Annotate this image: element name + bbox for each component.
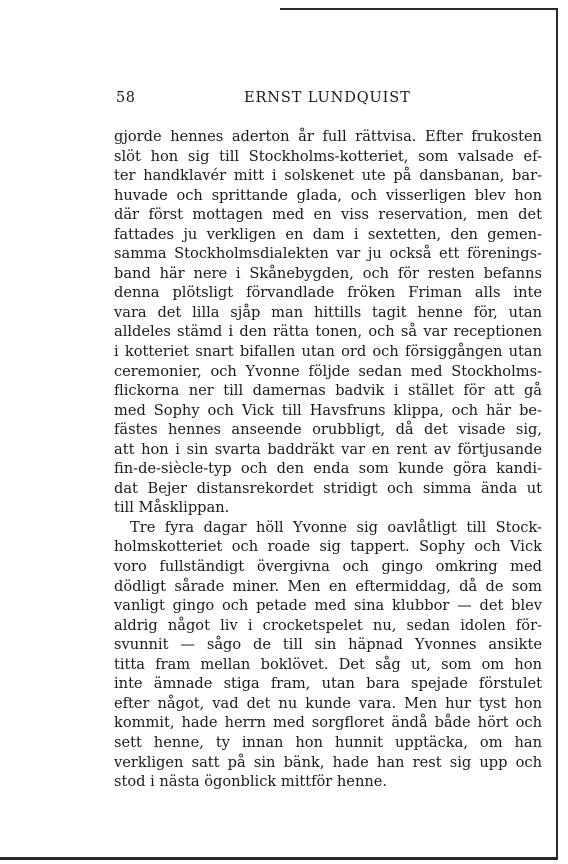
running-head: ERNST LUNDQUIST [244, 90, 411, 106]
text-line: ceremonier, och Yvonne följde sedan med Stockholms- [114, 362, 542, 380]
body-text [114, 127, 542, 792]
page-edge-right [556, 10, 558, 858]
text-line: verkligen satt på sin bänk, hade han rest sig upp och [114, 753, 542, 771]
text-line: vara det lilla sjåp man hittills tagit henne för, utan [114, 303, 542, 321]
text-line: titta fram mellan boklövet. Det såg ut, som om hon [114, 655, 542, 673]
text-line: band här nere i Skånebygden, och för resten befanns [114, 264, 542, 282]
text-line: denna plötsligt förvandlade fröken Friman alls inte [114, 284, 542, 302]
page-number: 58 [116, 90, 136, 106]
text-line: dödligt sårade miner. Men en eftermiddag, då de som [114, 577, 542, 595]
text-line: Tre fyra dagar höll Yvonne sig oavlåtligt till Stock- [130, 518, 542, 536]
text-line: kommit, hade herrn med sorgfloret ändå både hört och [114, 714, 542, 732]
text-line: gjorde hennes aderton år full rättvisa. Efter frukosten [114, 128, 542, 145]
paragraph-1 [114, 127, 542, 518]
text-line: där först mottagen med en viss reservation, men det [114, 206, 542, 224]
text-line: flickorna ner till damernas badvik i stället för att gå [114, 382, 542, 400]
text-line: slöt hon sig till Stockholms-kotteriet, som valsade ef- [114, 147, 542, 165]
text-line: sett henne, ty innan hon hunnit upptäcka, om han [114, 733, 542, 751]
text-line: med Sophy och Vick till Havsfruns klippa, och här be- [114, 401, 542, 419]
page-edge-top [280, 8, 558, 10]
text-line: fästes hennes anseende orubbligt, då det visade sig, [114, 421, 542, 439]
text-line: fin-de-siècle-typ och den enda som kunde göra kandi- [114, 460, 542, 478]
page-edge-bottom [0, 857, 558, 860]
text-line: till Måsklippan. [114, 499, 230, 517]
text-line: ter handklavér mitt i solskenet ute på dansbanan, bar- [114, 167, 542, 185]
text-line: i kotteriet snart bifallen utan ord och försiggången utan [114, 343, 542, 361]
text-line: aldrig något liv i crocketspelet nu, sedan idolen för- [114, 616, 542, 634]
text-line: svunnit — sågo de till sin häpnad Yvonnes ansikte [114, 636, 542, 654]
text-line: att hon i sin svarta baddräkt var en rent av förtjusande [114, 440, 542, 458]
text-line: samma Stockholmsdialekten var ju också ett förenings- [114, 245, 542, 263]
text-line: stod i nästa ögonblick mittför henne. [114, 773, 388, 791]
text-line: alldeles stämd i den rätta tonen, och så var receptionen [114, 323, 542, 341]
text-line: vanligt gingo och petade med sina klubbor — det blev [114, 597, 542, 615]
paragraph-2 [114, 518, 542, 792]
text-line: holmskotteriet och roade sig tappert. Sophy och Vick [114, 538, 542, 556]
text-line: dat Bejer distansrekordet stridigt och simma ända ut [114, 479, 542, 497]
text-line: efter något, vad det nu kunde vara. Men hur tyst hon [114, 694, 542, 712]
text-line: huvade och sprittande glada, och visserligen blev hon [114, 186, 542, 204]
text-line: voro fullständigt övergivna och gingo omkring med [114, 558, 542, 576]
text-line: inte ämnade stiga fram, utan bara spejade förstulet [114, 675, 542, 693]
text-line: fattades ju verkligen en dam i sextetten, den gemen- [114, 225, 542, 243]
